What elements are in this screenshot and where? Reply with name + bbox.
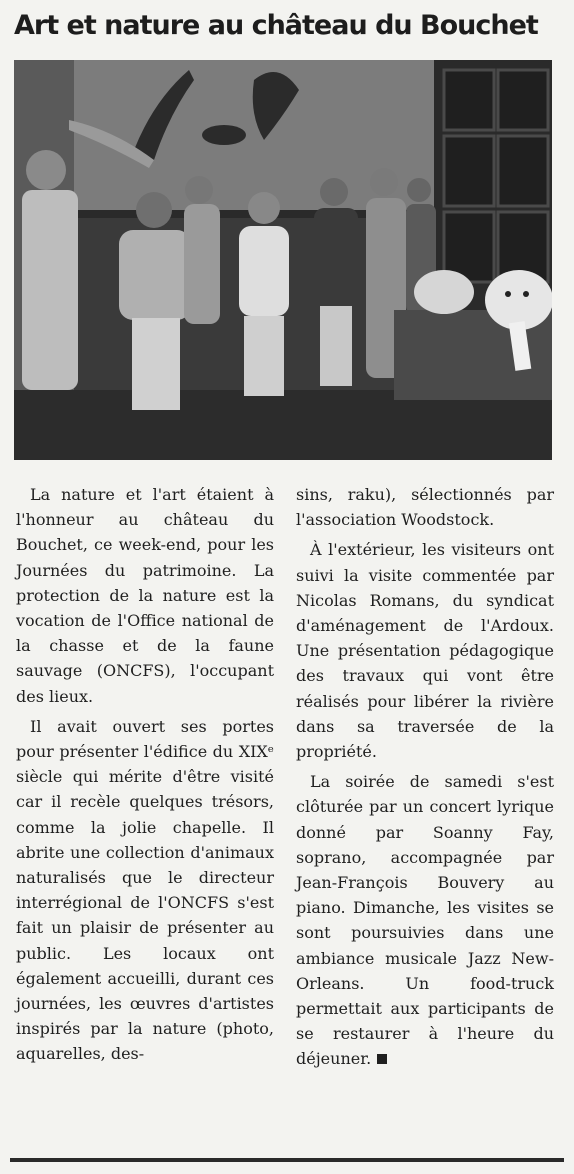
headline: Art et nature au château du Bouchet [14,10,538,41]
paragraph: Il avait ouvert ses portes pour présenter l'édifice du XIXᵉ siècle qui mérite d'être visité car il recèle quelques trésors, comme la jolie chapelle. Il abrite une collection d'animaux naturalisés que le directeur interrégional de l'ONCFS s'est fait un plaisir de présenter au public. Les locaux ont également accueilli, durant ces journées, les œuvres d'artistes inspirés par la nature (photo, aquarelles, des- [16,716,274,1064]
paragraph [296,769,554,1071]
end-of-article-mark [377,1054,387,1064]
article-column-right [296,482,554,1077]
paragraph: sins, raku), sélectionnés par l'association Woodstock. [296,485,554,530]
paragraph: La nature et l'art étaient à l'honneur au château du Bouchet, ce week-end, pour les Journées du patrimoine. La protection de la nature est la vocation de l'Office national de la chasse et de la faune sauvage (ONCFS), l'occupant des lieux. [16,485,274,706]
article-column-left [16,482,274,1072]
paragraph-text: La soirée de samedi s'est clôturée par un concert lyrique donné par Soanny Fay, soprano, accompagnée par Jean-François Bouvery au piano. Dimanche, les visites se sont poursuivies dans une ambiance musicale Jazz New-Orleans. Un food-truck permettait aux participants de se restaurer à l'heure du déjeuner. [296,772,554,1069]
photo-illustration [14,60,552,460]
paragraph: À l'extérieur, les visiteurs ont suivi la visite commentée par Nicolas Romans, du syndicat d'aménagement de l'Ardoux. Une présentation pédagogique des travaux qui vont être réalisés pour libérer la rivière dans sa traversée de la propriété. [296,540,554,762]
bottom-rule [10,1158,564,1162]
article-photo [14,60,552,460]
